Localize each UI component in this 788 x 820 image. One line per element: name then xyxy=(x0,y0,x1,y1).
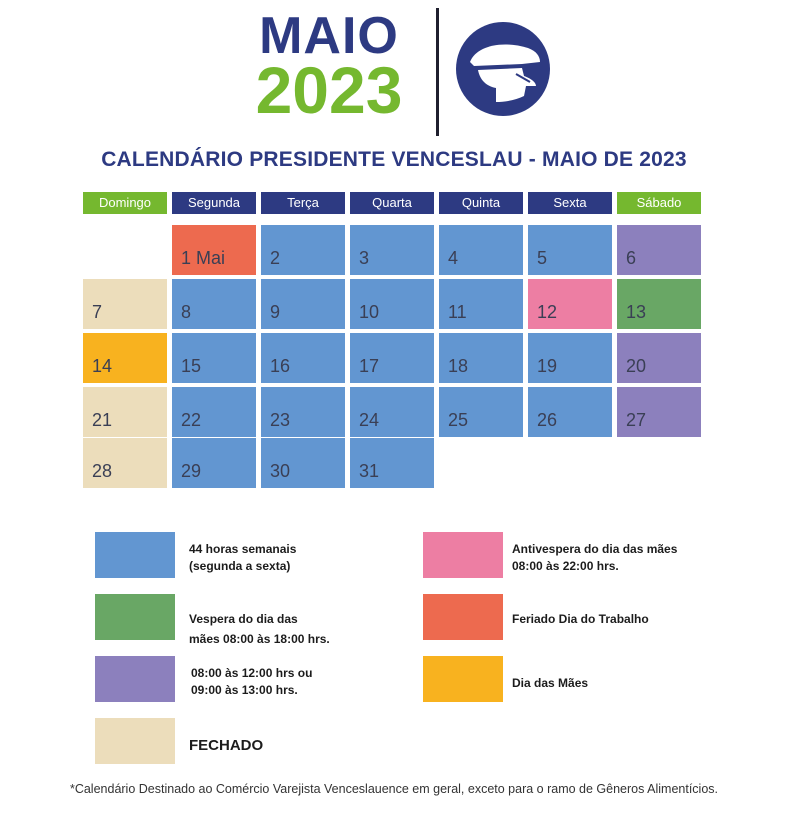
day-cell xyxy=(528,387,612,437)
day-number: 29 xyxy=(181,461,202,481)
legend-swatch-beige xyxy=(95,718,175,764)
weekday-header-5: Quinta xyxy=(439,192,523,214)
day-cell xyxy=(172,438,256,488)
legend-beige-text: FECHADO xyxy=(189,737,264,754)
day-number: 21 xyxy=(92,410,113,430)
weekday-header-7: Sábado xyxy=(617,192,701,214)
legend-swatch-purple xyxy=(95,656,175,702)
weekday-header-4: Quarta xyxy=(350,192,434,214)
day-cell xyxy=(83,438,167,488)
day-number: 19 xyxy=(537,356,558,376)
day-number: 27 xyxy=(626,410,647,430)
day-cell xyxy=(528,333,612,383)
day-cell xyxy=(617,387,701,437)
day-cell xyxy=(617,225,701,275)
day-number: 11 xyxy=(448,302,467,322)
day-cell xyxy=(439,279,523,329)
day-number: 23 xyxy=(270,410,291,430)
legend-swatch-pink xyxy=(423,532,503,578)
day-cell xyxy=(350,438,434,488)
day-cell xyxy=(528,279,612,329)
day-number: 20 xyxy=(626,356,647,376)
day-cell xyxy=(439,225,523,275)
legend-swatch-green xyxy=(95,594,175,640)
day-cell xyxy=(528,225,612,275)
day-number: 12 xyxy=(537,302,558,322)
day-cell xyxy=(439,333,523,383)
day-number: 25 xyxy=(448,410,469,430)
weekday-header-6: Sexta xyxy=(528,192,612,214)
day-number: 28 xyxy=(92,461,113,481)
day-number: 13 xyxy=(626,302,647,322)
day-number: 22 xyxy=(181,410,202,430)
legend-orange-text: Dia das Mães xyxy=(512,676,589,690)
day-number: 5 xyxy=(537,248,548,268)
legend-pink-text: Antivespera do dia das mães 08:00 às 22:00 hrs. xyxy=(512,542,678,573)
weekday-header-2: Segunda xyxy=(172,192,256,214)
day-number: 14 xyxy=(92,356,113,376)
day-cell xyxy=(261,225,345,275)
day-cell xyxy=(350,333,434,383)
year-heading: 2023 xyxy=(255,53,403,127)
day-number: 9 xyxy=(270,302,281,322)
day-number: 24 xyxy=(359,410,380,430)
day-cell xyxy=(350,279,434,329)
legend-swatch-orange xyxy=(423,656,503,702)
day-number: 18 xyxy=(448,356,469,376)
day-cell xyxy=(350,387,434,437)
day-number: 2 xyxy=(270,248,281,268)
day-cell xyxy=(172,225,256,275)
day-number: 3 xyxy=(359,248,370,268)
day-number: 17 xyxy=(359,356,380,376)
day-cell xyxy=(261,333,345,383)
weekday-header-1: Domingo xyxy=(83,192,167,214)
legend-green-text: Vespera do dia das mães 08:00 às 18:00 hrs. xyxy=(189,612,330,646)
day-number: 6 xyxy=(626,248,637,268)
day-number: 8 xyxy=(181,302,192,322)
legend-blue-text: 44 horas semanais (segunda a sexta) xyxy=(189,542,297,573)
day-cell xyxy=(172,333,256,383)
footnote: *Calendário Destinado ao Comércio Varejista Venceslauence em geral, exceto para o ramo de Gêneros Alimentícios. xyxy=(69,782,719,796)
calendar-title: CALENDÁRIO PRESIDENTE VENCESLAU - MAIO DE 2023 xyxy=(101,148,687,171)
day-cell xyxy=(83,279,167,329)
day-cell xyxy=(261,279,345,329)
day-cell xyxy=(261,438,345,488)
day-number: 15 xyxy=(181,356,202,376)
day-cell xyxy=(83,387,167,437)
day-cell xyxy=(83,333,167,383)
day-cell xyxy=(617,333,701,383)
legend-red-text: Feriado Dia do Trabalho xyxy=(512,612,649,626)
legend-purple-text: 08:00 às 12:00 hrs ou 09:00 às 13:00 hrs. xyxy=(191,666,313,697)
day-number: 4 xyxy=(448,248,459,268)
day-number: 30 xyxy=(270,461,291,481)
legend-swatch-red xyxy=(423,594,503,640)
month-heading: MAIO xyxy=(259,7,399,65)
day-cell xyxy=(172,279,256,329)
day-number: 10 xyxy=(359,302,380,322)
day-cell xyxy=(617,279,701,329)
day-cell xyxy=(261,387,345,437)
weekday-header-3: Terça xyxy=(261,192,345,214)
day-cell xyxy=(172,387,256,437)
helmet-logo-icon xyxy=(456,22,550,116)
day-cell xyxy=(439,387,523,437)
day-number: 7 xyxy=(92,302,103,322)
day-number: 26 xyxy=(537,410,558,430)
day-number: 1 Mai xyxy=(181,248,226,268)
day-number: 31 xyxy=(359,461,380,481)
day-number: 16 xyxy=(270,356,291,376)
day-cell xyxy=(350,225,434,275)
legend-swatch-blue xyxy=(95,532,175,578)
header-divider xyxy=(436,8,439,136)
